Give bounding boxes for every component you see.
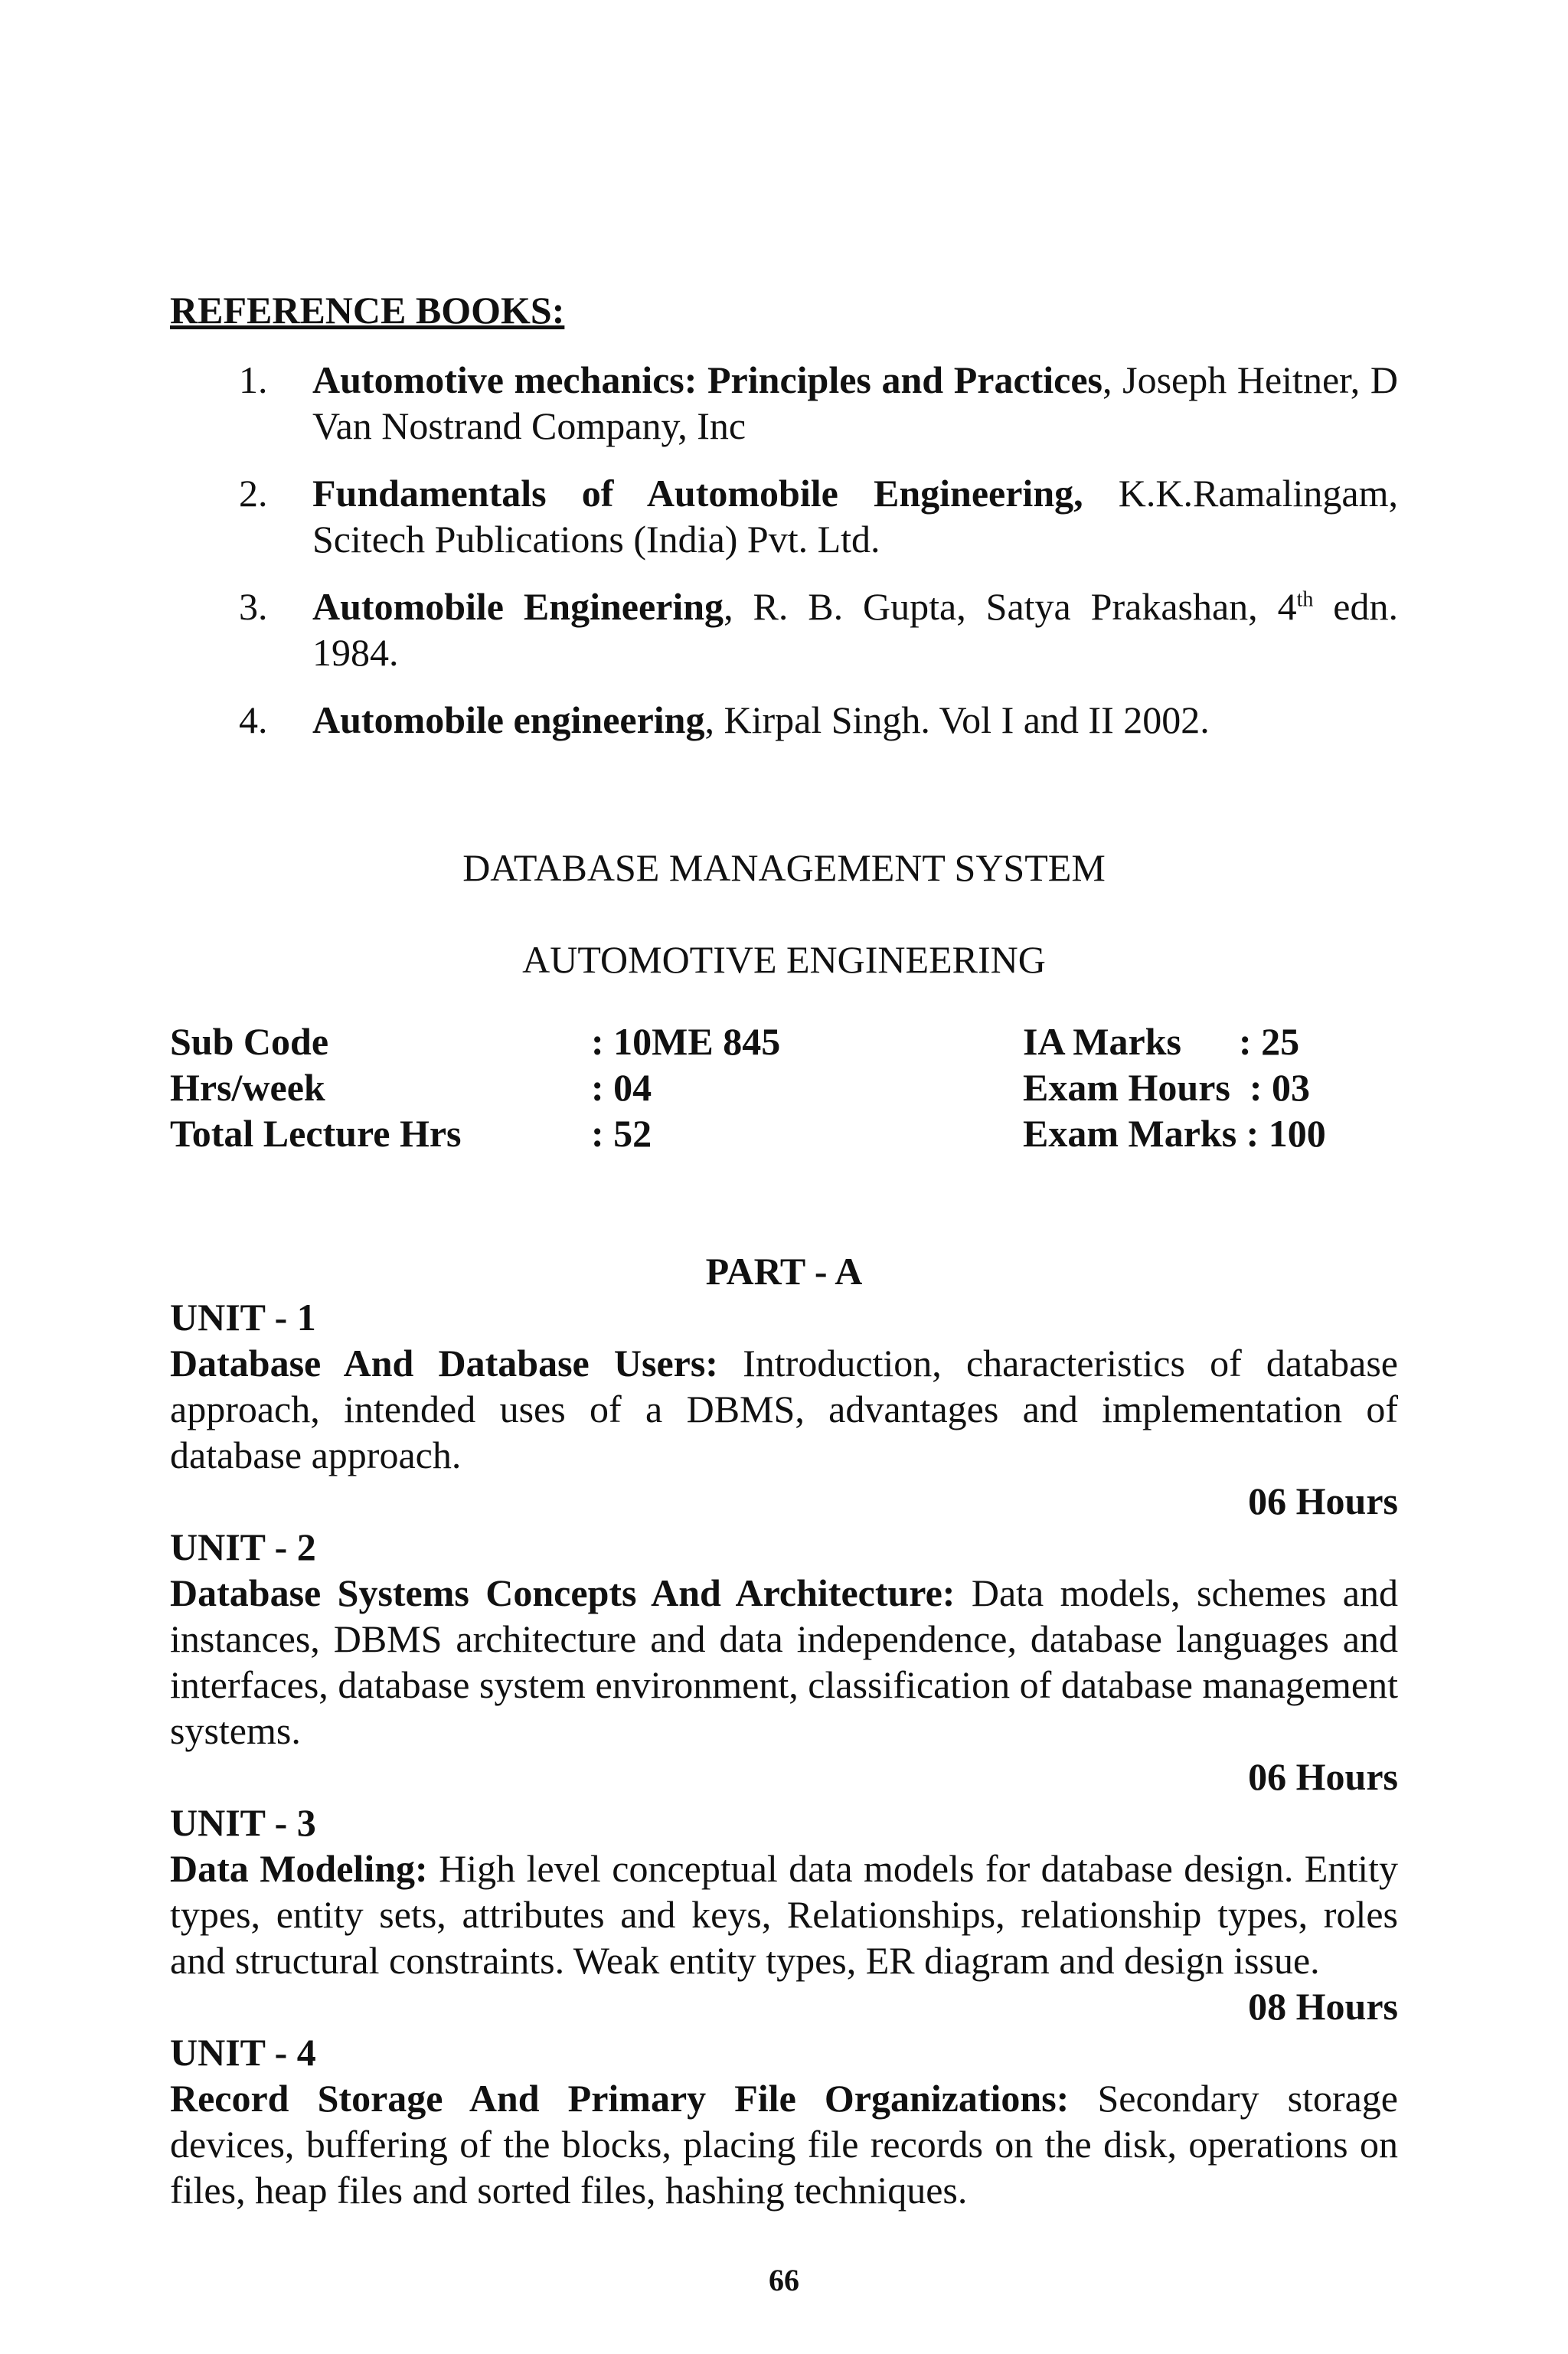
info-label: Hrs/week — [170, 1066, 325, 1109]
unit-heading: UNIT - 4 — [170, 2031, 316, 2074]
reference-title: Automotive mechanics: Principles and Practices — [312, 358, 1103, 401]
reference-item — [170, 697, 1398, 743]
unit-description — [170, 1846, 1398, 1983]
unit-description — [170, 2075, 1398, 2213]
reference-details: , Kirpal Singh. Vol I and II 2002. — [704, 698, 1210, 741]
reference-title: Fundamentals of Automobile Engineering, — [312, 472, 1083, 515]
unit-heading: UNIT - 2 — [170, 1525, 316, 1568]
unit-hours: 06 Hours — [1248, 1755, 1398, 1798]
reference-title: Automobile engineering — [312, 698, 705, 741]
reference-number: 4. — [239, 698, 268, 741]
course-info-table — [170, 1018, 1398, 1156]
unit-topic: Database And Database Users: — [170, 1342, 718, 1385]
unit-topic: Database Systems Concepts And Architecture: — [170, 1571, 956, 1614]
info-value: : 04 — [591, 1066, 652, 1109]
info-row — [170, 1018, 1398, 1064]
reference-list — [170, 357, 1398, 764]
info-label: Total Lecture Hrs — [170, 1112, 462, 1155]
unit-hours: 06 Hours — [1248, 1479, 1398, 1522]
unit-heading: UNIT - 3 — [170, 1801, 316, 1844]
reference-number: 1. — [239, 358, 268, 401]
unit-text: Secondary storage devices, buffering of the blocks, placing file records on the disk, operations on files, heap files and sorted files, hashing techniques. — [170, 2077, 1398, 2212]
unit-description — [170, 1570, 1398, 1754]
reference-number: 3. — [239, 585, 268, 628]
part-heading: PART - A — [705, 1250, 863, 1293]
unit-text: High level conceptual data models for database design. Entity types, entity sets, attributes and keys, Relationships, relationship types, roles and structural constraints. Weak entity types, ER diagram and design issue. — [170, 1847, 1398, 1982]
unit-topic: Data Modeling: — [170, 1847, 428, 1890]
reference-number: 2. — [239, 472, 268, 515]
units-section — [170, 1248, 1398, 2213]
unit-heading: UNIT - 1 — [170, 1296, 316, 1339]
reference-details: K.K.Ramalingam, Scitech Publications (India) Pvt. Ltd. — [312, 472, 1398, 561]
page-number: 66 — [769, 2263, 799, 2297]
reference-details: , R. B. Gupta, Satya Prakashan, 4 — [724, 585, 1297, 628]
reference-item — [170, 470, 1398, 562]
info-label: Sub Code — [170, 1020, 329, 1063]
info-value: : 10ME 845 — [591, 1020, 781, 1063]
reference-item — [170, 584, 1398, 675]
course-subtitle: AUTOMOTIVE ENGINEERING — [522, 938, 1046, 981]
info-value: : 52 — [591, 1112, 652, 1155]
reference-item — [170, 357, 1398, 449]
info-right: Exam Hours : 03 — [1023, 1066, 1310, 1109]
unit-topic: Record Storage And Primary File Organizations: — [170, 2077, 1070, 2120]
info-right: IA Marks : 25 — [1023, 1020, 1300, 1063]
info-row — [170, 1110, 1398, 1156]
unit-text: Data models, schemes and instances, DBMS architecture and data independence, database languages and interfaces, database system environment, classification of database management systems. — [170, 1571, 1398, 1752]
reference-books-heading: REFERENCE BOOKS: — [170, 289, 565, 332]
reference-title: Automobile Engineering — [312, 585, 724, 628]
unit-description — [170, 1340, 1398, 1478]
unit-hours: 08 Hours — [1248, 1985, 1398, 2028]
reference-details-end: edn. 1984. — [312, 585, 1398, 674]
course-title: DATABASE MANAGEMENT SYSTEM — [462, 846, 1106, 889]
superscript: th — [1296, 587, 1314, 612]
info-row — [170, 1064, 1398, 1110]
unit-text: Introduction, characteristics of database approach, intended uses of a DBMS, advantages and implementation of database approach. — [170, 1342, 1399, 1476]
reference-details: , Joseph Heitner, D Van Nostrand Company, Inc — [312, 358, 1398, 447]
info-right: Exam Marks : 100 — [1023, 1112, 1326, 1155]
